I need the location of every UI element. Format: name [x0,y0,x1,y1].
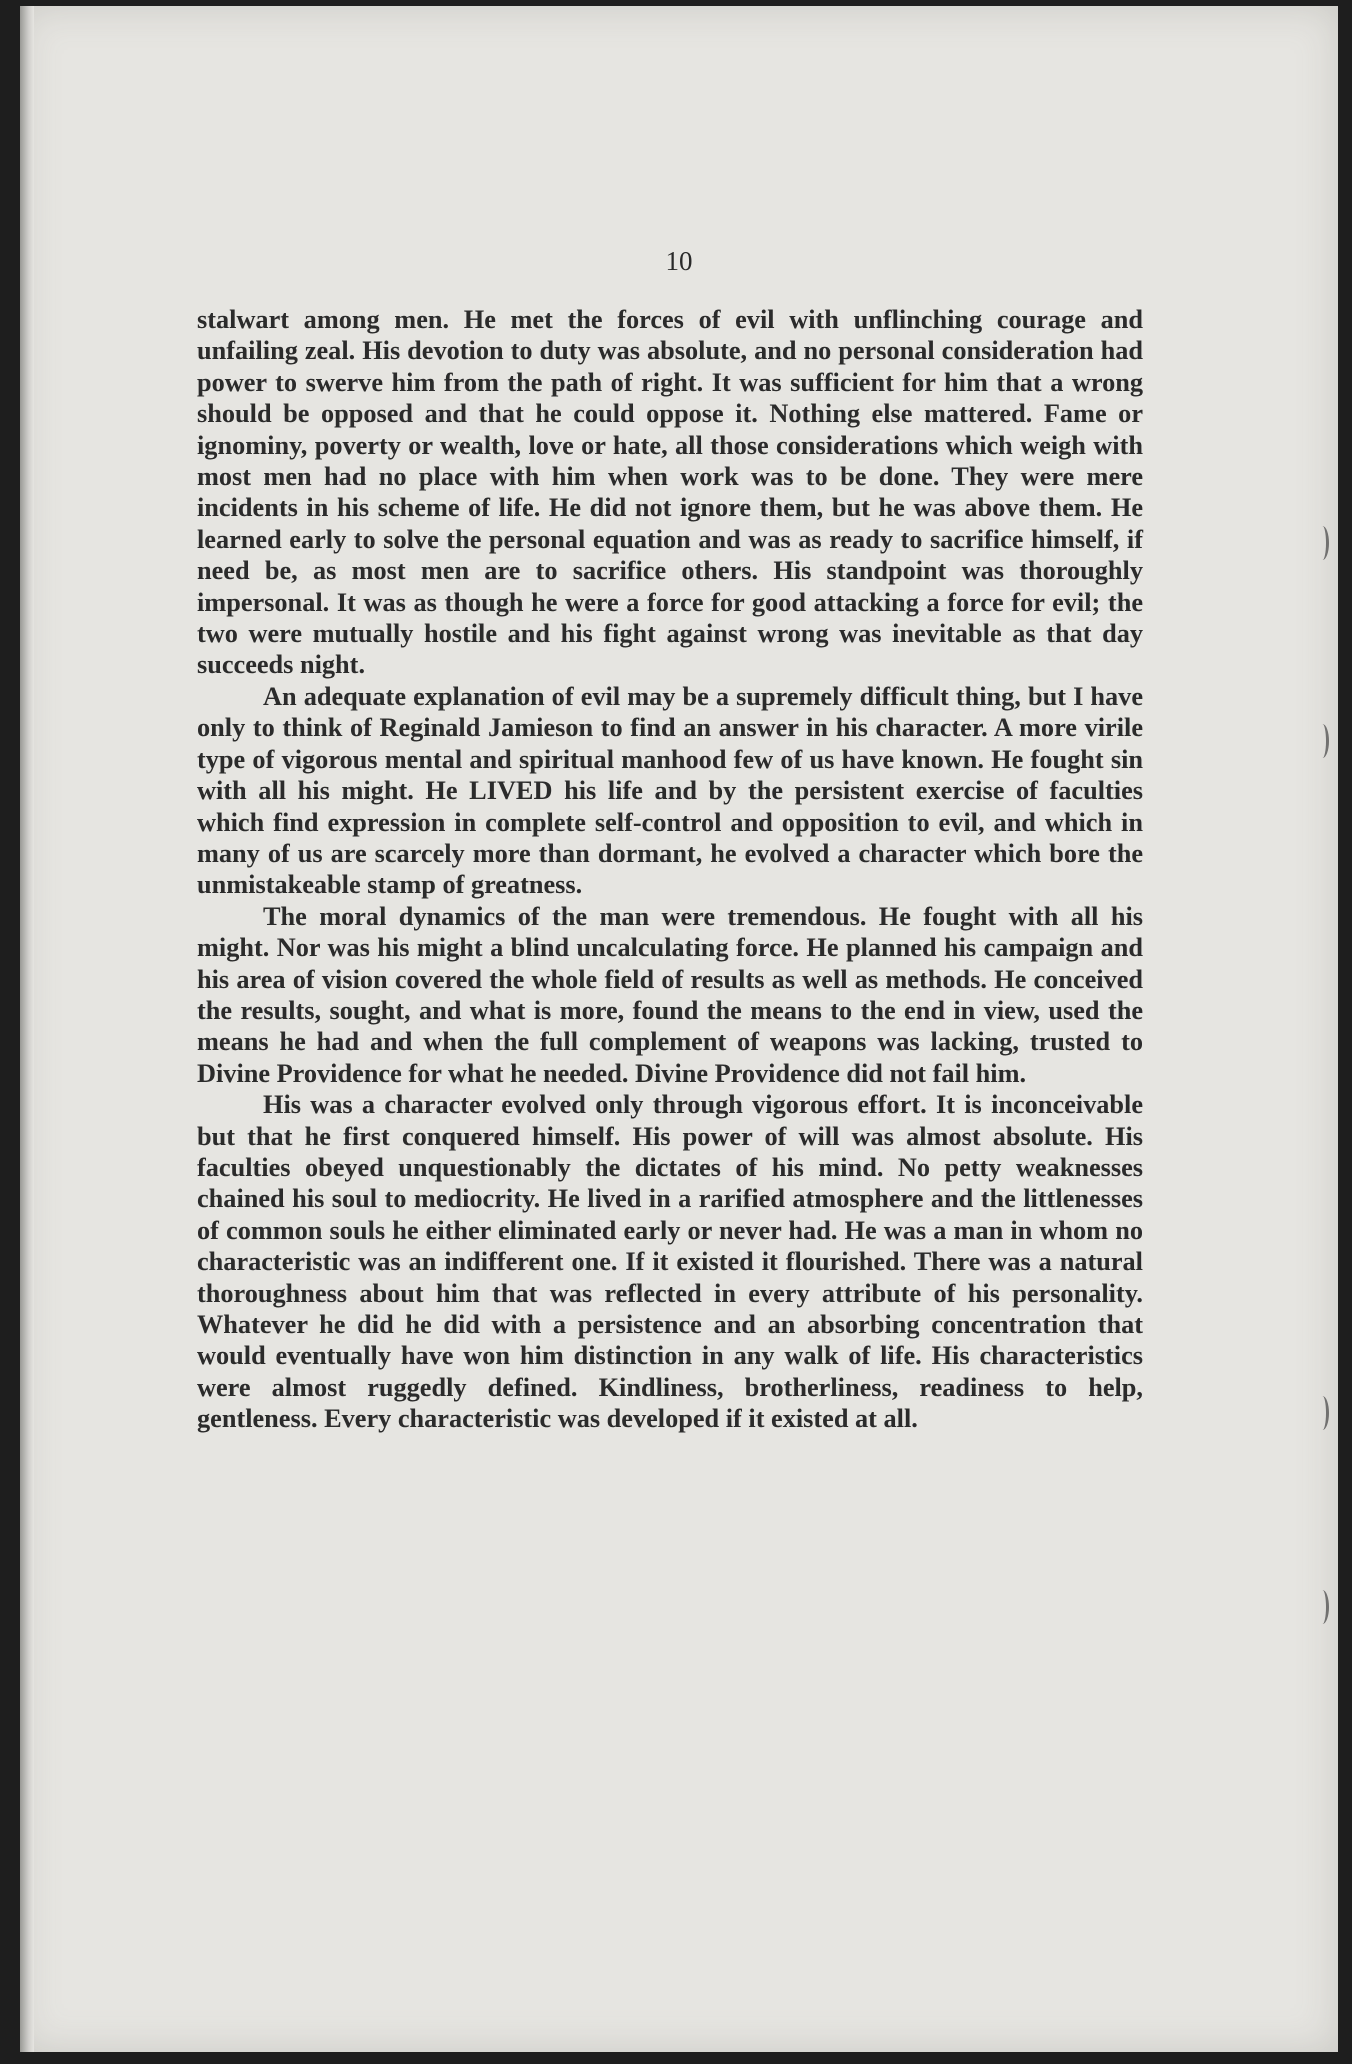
binding-mark [1316,1590,1329,1624]
binding-mark [1316,1396,1329,1430]
page-spine-shadow [20,6,34,2052]
book-page [20,6,1338,2052]
paragraph-4: His was a character evolved only through vigorous effort. It is inconceivable but that he first conquered himself. His power of will was almost absolute. His faculties obeyed unquestionably the dictates of his mind. No petty weaknesses chained his soul to mediocrity. He lived in a rarified atmosphere and the littlenesses of common souls he either eliminated early or never had. He was a man in whom no characteristic was an indifferent one. If it existed it flourished. There was a natural thoroughness about him that was reflected in every attribute of his personality. Whatever he did he did with a persistence and an absorbing concentration that would eventually have won him distinction in any walk of life. His characteristics were almost ruggedly defined. Kindliness, brotherliness, readiness to help, gentleness. Every characteristic was developed if it existed at all. [197,1090,1143,1434]
paragraph-3: The moral dynamics of the man were tremendous. He fought with all his might. Nor was his might a blind uncalculating force. He planned his campaign and his area of vision covered the whole field of results as well as methods. He conceived the results, sought, and what is more, found the means to the end in view, used the means he had and when the full complement of weapons was lacking, trusted to Divine Providence for what he needed. Divine Providence did not fail him. [197,901,1143,1088]
body-text [197,304,1143,1435]
paragraph-2-emphasis: LIVED [469,776,553,806]
paragraph-2-part-2: his life and by the persistent exercise of faculties which find expression in complete self-control and opposition to evil, and which in many of us are scarcely more than dormant, he evolved a character which bore the unmistakeable stamp of greatness. [197,776,1144,900]
paragraph-2-part-1: An adequate explanation of evil may be a supremely difficult thing, but I have only to think of Reginald Jamieson to find an answer in his character. A more virile type of vigorous mental and spiritual manhood few of us have known. He fought sin with all his might. He [197,681,1143,806]
binding-mark [1316,724,1329,758]
binding-mark [1316,526,1329,560]
paragraph-2 [197,681,1143,901]
paragraph-1: stalwart among men. He met the forces of evil with unflinching courage and unfailing zeal. His devotion to duty was absolute, and no personal consideration had power to swerve him from the path of right. It was sufficient for him that a wrong should be opposed and that he could oppose it. Nothing else mattered. Fame or ignominy, poverty or wealth, love or hate, all those considerations which weigh with most men had no place with him when work was to be done. They were mere incidents in his scheme of life. He did not ignore them, but he was above them. He learned early to solve the personal equation and was as ready to sacrifice himself, if need be, as most men are to sacrifice others. His standpoint was thoroughly impersonal. It was as though he were a force for good attacking a force for evil; the two were mutually hostile and his fight against wrong was inevitable as that day succeeds night. [197,305,1143,680]
page-number: 10 [665,246,693,276]
